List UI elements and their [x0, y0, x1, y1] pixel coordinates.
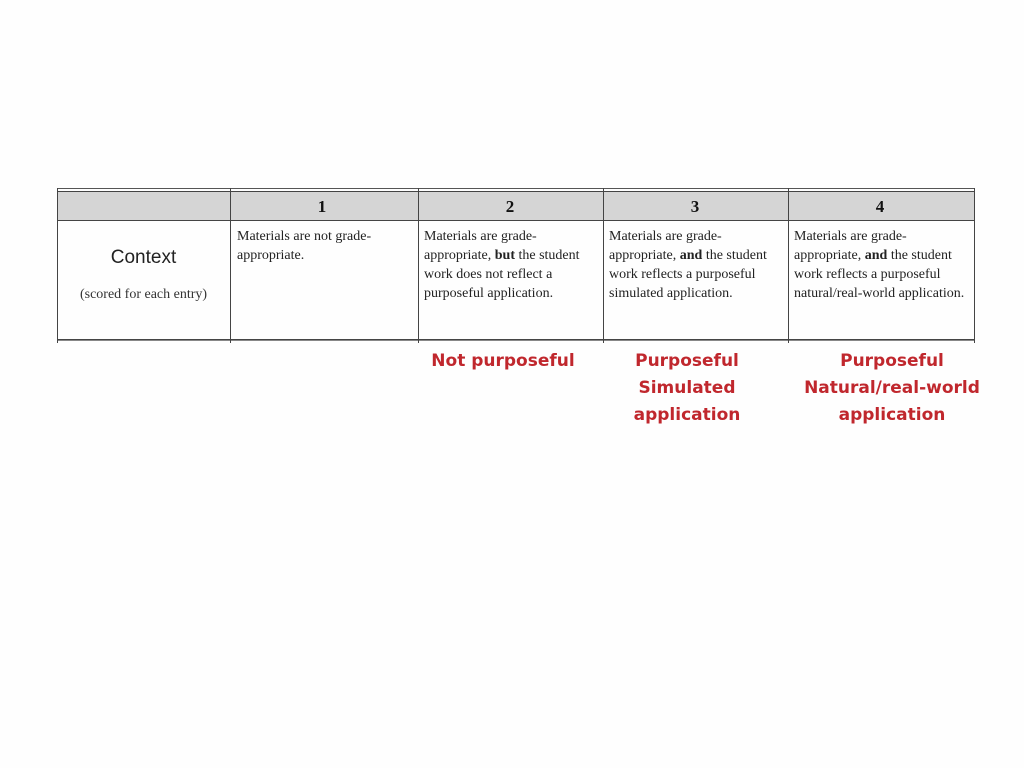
descriptor-score-4-keyword: and — [864, 248, 888, 263]
descriptor-score-2-after: the student work does not reflect a purposeful application. — [424, 248, 580, 301]
criterion-title: Context — [110, 247, 177, 268]
column-divider — [603, 188, 604, 343]
score-header-row — [57, 191, 975, 221]
column-divider — [418, 188, 419, 343]
descriptor-score-3-before: Materials are grade-appropriate, — [609, 229, 722, 263]
rubric-table — [57, 188, 975, 343]
annotation-score-3-line-2: Simulated — [638, 378, 736, 398]
annotation-score-3 — [602, 348, 772, 429]
descriptor-score-4 — [794, 227, 966, 303]
descriptor-score-2-before: Materials are grade-appropriate, — [424, 229, 537, 263]
descriptor-score-2 — [424, 227, 596, 303]
descriptor-score-3 — [609, 227, 781, 303]
annotation-score-2 — [418, 348, 588, 375]
score-4-header: 4 — [875, 197, 885, 216]
column-divider — [788, 188, 789, 343]
score-2-header: 2 — [505, 197, 515, 216]
column-divider — [230, 188, 231, 343]
column-divider — [57, 188, 58, 343]
context-row — [57, 221, 975, 340]
descriptor-score-3-keyword: and — [679, 248, 703, 263]
bottom-rule — [57, 340, 975, 344]
score-3-header: 3 — [690, 197, 700, 216]
annotation-score-3-line-3: application — [633, 405, 741, 425]
annotation-score-4-line-3: application — [838, 405, 946, 425]
descriptor-score-4-after: the student work reflects a purposeful natural/real-world application. — [794, 248, 965, 301]
score-1-header: 1 — [317, 197, 327, 216]
descriptor-score-2-keyword: but — [494, 248, 515, 263]
annotation-score-3-line-1: Purposeful — [635, 351, 739, 371]
criterion-subtitle: (scored for each entry) — [79, 287, 208, 302]
descriptor-score-3-after: the student work reflects a purposeful simulated application. — [609, 248, 767, 301]
descriptor-score-1: Materials are not grade-appropriate. — [237, 229, 372, 263]
descriptor-score-4-before: Materials are grade-appropriate, — [794, 229, 907, 263]
column-divider — [974, 188, 975, 343]
annotation-score-2-line-1: Not purposeful — [431, 351, 575, 371]
annotation-score-4-line-1: Purposeful — [840, 351, 944, 371]
annotation-score-4 — [792, 348, 992, 429]
annotation-score-4-line-2: Natural/real-world — [804, 378, 980, 398]
